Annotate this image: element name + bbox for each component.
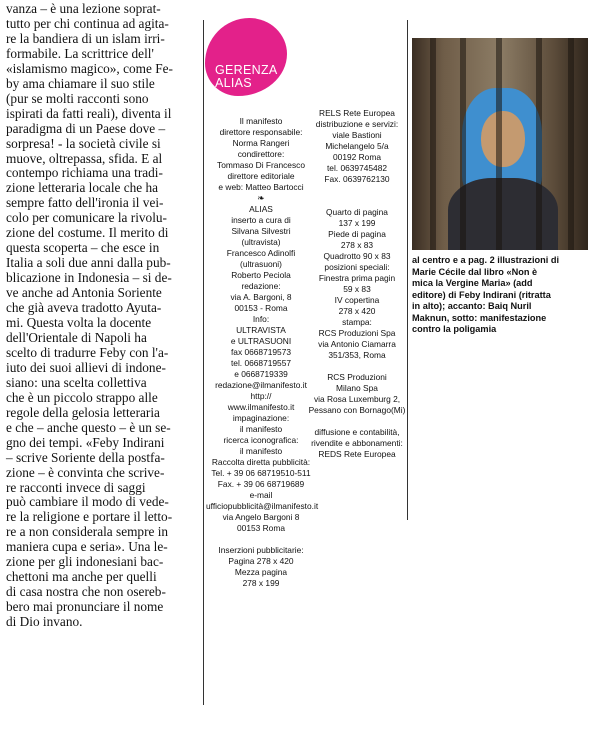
gerenza-line: Tommaso Di Francesco [217,160,305,170]
photo-bar [568,38,574,250]
gerenza-line: ULTRAVISTA [236,325,286,335]
article-line: questa scoperta – che esce in [6,240,160,256]
gerenza-title-line2: ALIAS [215,76,252,90]
caption-line: in alto); accanto: Baiq Nuril [412,301,532,311]
gerenza-line: Norma Rangeri [232,138,290,148]
article-line: che già aveva tradotto Ayutа- [6,300,162,316]
gerenza-line: redazione: [241,281,281,291]
article-line: sempre fatto dell'ironia il vei- [6,195,164,211]
gerenza-line: Pagina 278 x 420 [228,556,294,566]
gerenza-line: Tel. + 39 06 68719510-511 [211,468,311,478]
article-line: zione del costume. Il merito di [6,225,169,241]
article-line: muove, oltrepassa, sfida. E al [6,150,163,166]
article-line: ve anche ad Antonia Soriente [6,285,162,301]
article-line: scelto di tradurre Feby con l'a- [6,344,169,360]
gerenza-line: 00153 Roma [237,523,285,533]
gerenza-line: IV copertina [334,295,380,305]
gerenza-line: RCS Produzioni [327,372,387,382]
article-text-column [6,2,202,630]
gerenza-line: tel. 0639745482 [326,163,388,173]
gerenza-line: Quadrotto 90 x 83 [323,251,391,261]
gerenza-line: Mezza pagina [234,567,288,577]
gerenza-line: inserto a cura di [231,215,291,225]
gerenza-spacer [307,416,407,427]
article-line: – scrive Soriente della postfa- [6,449,165,465]
gerenza-line: www.ilmanifesto.it [227,402,295,412]
article-line: re la bandiera di un islam irri- [6,30,165,46]
article-line: re a non considerala sempre in [6,524,169,540]
gerenza-line: 351/353, Roma [328,350,386,360]
article-line: paradigma di un Paese dove – [6,120,166,136]
photo-bar [430,38,436,250]
gerenza-line: direttore responsabile: [219,127,303,137]
gerenza-line: il manifesto [239,446,283,456]
gerenza-line: direttore editoriale [227,171,295,181]
gerenza-line: ALIAS [249,204,273,214]
gerenza-line: REDS Rete Europea [318,449,396,459]
article-line: di casa nostra che non oserеb- [6,584,166,600]
portrait-photo [412,38,588,250]
caption-line: Maknun, sotto: manifestazione [412,312,547,323]
gerenza-spacer [307,196,407,207]
article-line: zione per gli indonesiani bac- [6,554,164,570]
gerenza-line: distribuzione e servizi: [315,119,399,129]
gerenza-line: 278 x 83 [340,240,374,250]
gerenza-column-2 [307,108,407,518]
gerenza-line: 00192 Roma [333,152,381,162]
gerenza-line: (ultravista) [241,237,281,247]
article-line: bero mai pronunciare il nome [6,599,164,615]
article-line: siano: una scelta collettiva [6,374,147,390]
article-line: tutto per chi continua ad agita- [6,15,169,31]
gerenza-line: ricerca iconografica: [223,435,299,445]
gerenza-line: il manifesto [239,424,283,434]
article-line: gno dei tempi. «Feby Indirani [6,434,165,450]
gerenza-line: 00153 - Roma [234,303,288,313]
gerenza-line: Piede di pagina [328,229,386,239]
gerenza-line: Michelangelo 5/a [325,141,389,151]
gerenza-line: 137 x 199 [338,218,376,228]
gerenza-line: Roberto Peciola [231,270,291,280]
gerenza-line: ufficiopubblicità@ilmanifesto.it [206,501,319,511]
gerenza-spacer [206,534,316,545]
gerenza-line: 278 x 420 [338,306,376,316]
article-line: re la religione e portare il letto- [6,509,173,525]
photo-bar [496,38,502,250]
caption-line: al centro e a pag. 2 illustrazioni di [412,255,560,265]
gerenza-spacer [307,185,407,196]
gerenza-line: e web: Matteo Bartocci [218,182,304,192]
gerenza-line: http:// [250,391,272,401]
gerenza-line: Il manifesto [239,116,283,126]
article-line: (pur se molti racconti sono [6,90,149,106]
gerenza-line: tel. 0668719557 [230,358,292,368]
article-line: regole della gelosia letteraria [6,404,160,420]
gerenza-line: redazione@ilmanifesto.it [215,380,307,390]
article-line: e che – anche questo – è un se- [6,419,171,435]
gerenza-line: Quarto di pagina [326,207,388,217]
gerenza-column-1 [206,116,319,589]
gerenza-line: via Antonio Ciamarra [318,339,396,349]
article-line: Italia a soli due anni dalla pub- [6,255,171,271]
gerenza-title [215,64,278,90]
gerenza-line: Milano Spa [336,383,378,393]
article-line: mi. Questa volta la docente [6,315,152,331]
caption-line: mica la Vergine Maria» (add [412,278,533,288]
article-line: formabile. La scrittrice dell' [6,45,154,61]
gerenza-line: Silvana Silvestri [231,226,291,236]
article-line: «islamismo magico», come Fe- [6,60,173,76]
caption-line: editore) di Feby Indirani (ritratta [412,289,551,300]
gerenza-line: via Rosa Luxemburg 2, [313,394,401,404]
article-line: di Dio invano. [6,614,83,630]
gerenza-line: RELS Rete Europea [319,108,395,118]
gerenza-line: Fax. 0639762130 [324,174,390,184]
gerenza-line: stampa: [342,317,372,327]
article-line: sorpresa! - la società civile si [6,135,161,151]
gerenza-line: e-mail [249,490,273,500]
article-line: re racconti invece di saggi [6,479,146,495]
gerenza-line: e 0668719339 [234,369,288,379]
photo-bar [536,38,542,250]
gerenza-line: Finestra prima pagin [318,273,396,283]
gerenza-line: 59 x 83 [343,284,371,294]
gerenza-line: viale Bastioni [332,130,382,140]
gerenza-line: via A. Bargoni, 8 [230,292,292,302]
article-line: contempo richiama una tradi- [6,165,163,181]
gerenza-line: fax 0668719573 [230,347,292,357]
column-divider-right [407,20,408,520]
gerenza-line: Pessano con Bornago(Mi) [308,405,406,415]
photo-caption [412,255,590,336]
gerenza-line: Inserzioni pubblicitarie: [218,545,304,555]
article-line: vanza – è una lezione soprat- [6,1,161,16]
ornament-icon: ❧ [257,193,265,203]
article-line: zione – è convinta che scrive- [6,464,165,480]
gerenza-line: impaginazione: [232,413,290,423]
article-line: colo per comunicare la rivolu- [6,210,167,226]
gerenza-line: Raccolta diretta pubblicità: [211,457,311,467]
gerenza-line: Francesco Adinolfi [226,248,296,258]
article-line: by ama chiamare il suo stile [6,75,155,91]
photo-face [481,111,525,167]
article-line: chettoni ma anche per quelli [6,569,157,585]
gerenza-line: diffusione e contabilità, [314,427,400,437]
caption-line: contro la poligamia [412,324,497,334]
gerenza-line: RCS Produzioni Spa [318,328,396,338]
gerenza-title-line1: GERENZA [215,63,278,77]
gerenza-line: Info: [252,314,270,324]
article-line: può cambiare il modo di vede- [6,494,169,510]
gerenza-line: e ULTRASUONI [230,336,292,346]
article-line: iuto dei suoi allievi di indone- [6,359,166,375]
article-line: ispirati da fatti reali), diventa il [6,105,172,121]
gerenza-line: via Angelo Bargoni 8 [222,512,300,522]
gerenza-spacer [307,361,407,372]
gerenza-line: 278 x 199 [242,578,280,588]
column-divider-left [203,20,204,705]
gerenza-line: condirettore: [237,149,285,159]
gerenza-line: rivendite e abbonamenti: [311,438,403,448]
article-line: maniera cupa e seria». Una le- [6,539,168,555]
gerenza-line: Fax. + 39 06 68719689 [217,479,305,489]
photo-bar [460,38,466,250]
gerenza-line: (ultrasuoni) [240,259,282,269]
caption-line: Marie Cécile dal libro «Non è [412,266,538,277]
gerenza-line: posizioni speciali: [324,262,390,272]
article-line: dell'Orientale di Napoli ha [6,329,147,345]
article-line: zione letteraria locale che ha [6,180,159,196]
article-line: che è un piccolo strappo alle [6,389,158,405]
article-line: blicazione in Indonesia – si de- [6,270,172,286]
